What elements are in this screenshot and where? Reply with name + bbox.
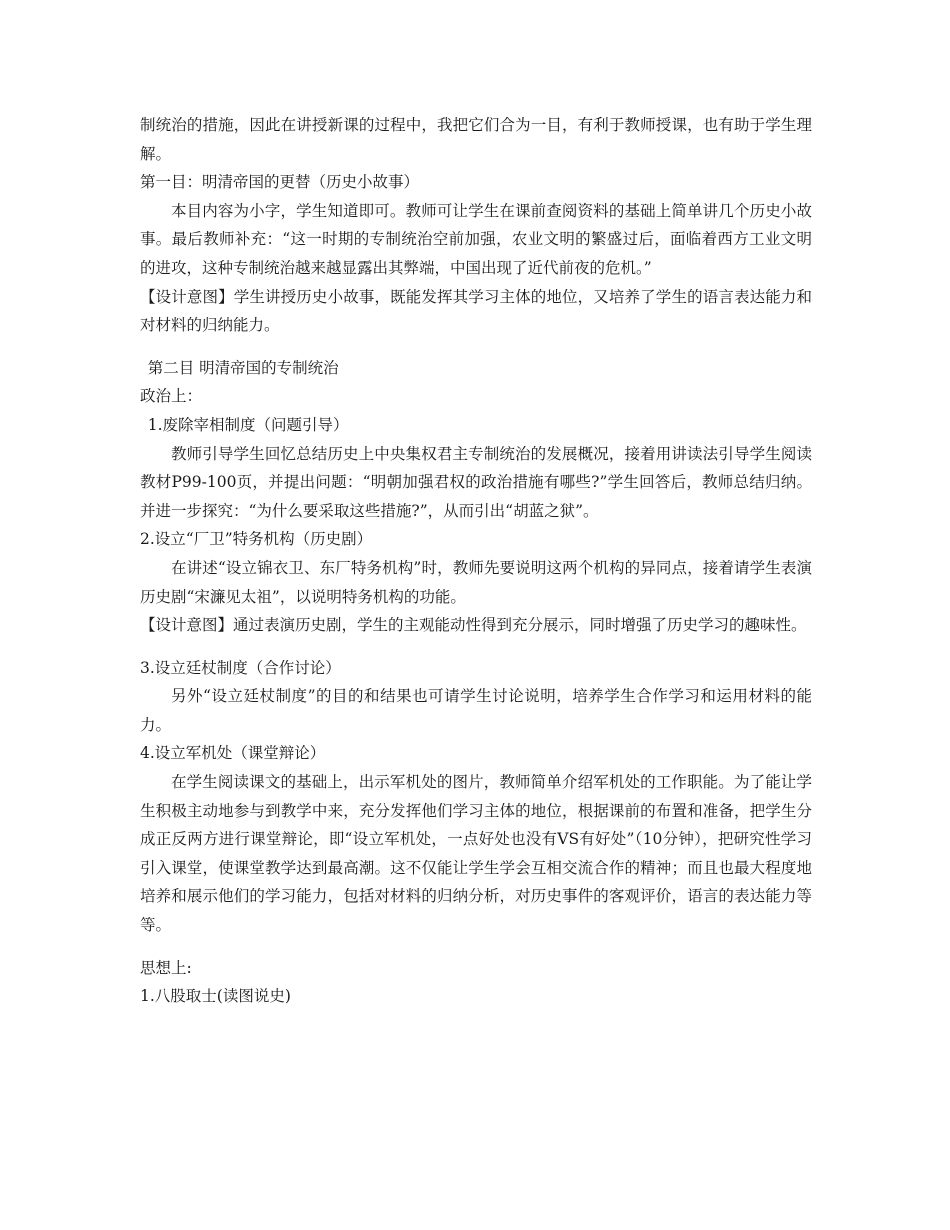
section-heading-2: 第二目 明清帝国的专制统治 (147, 358, 339, 377)
paragraph-item-1: 教师引导学生回忆总结历史上中央集权君主专制统治的发展概况，接着用讲读法引导学生阅读教材P99-100页，并提出问题：“明朝加强君权的政治措施有哪些?”学生回答后，教师总结归纳。并进一步探究：“为什么要采取这些措施?”，从而引出“胡蓝之狱”。 (140, 444, 812, 520)
document-body (140, 111, 812, 1011)
section-heading-1: 第一目：明清帝国的更替（历史小故事） (140, 173, 420, 192)
item-heading-1: 1.废除宰相制度（问题引导） (147, 415, 349, 434)
paragraph-section-1: 本目内容为小字，学生知道即可。教师可让学生在课前查阅资料的基础上简单讲几个历史小故事。最后教师补充：“这一时期的专制统治空前加强，农业文明的繁盛过后，面临着西方工业文明的进攻，这种专制统治越来越显露出其弊端，中国出现了近代前夜的危机。” (140, 201, 812, 277)
paragraph-item-2: 在讲述“设立锦衣卫、东厂特务机构”时，教师先要说明这两个机构的异同点，接着请学生表演历史剧“宋濂见太祖”，以说明特务机构的功能。 (140, 558, 812, 606)
item-heading-2: 2.设立“厂卫”特务机构（历史剧） (140, 530, 373, 549)
item-heading-thought-1: 1.八股取士(读图说史) (140, 987, 291, 1006)
design-intent-2: 【设计意图】通过表演历史剧，学生的主观能动性得到充分展示，同时增强了历史学习的趣味性。 (140, 616, 807, 635)
paragraph-item-3: 另外“设立廷杖制度”的目的和结果也可请学生讨论说明，培养学生合作学习和运用材料的能力。 (140, 687, 812, 734)
subheading-thought: 思想上: (140, 958, 192, 977)
item-heading-4: 4.设立军机处（课堂辩论） (140, 744, 326, 763)
paragraph-continuation: 制统治的措施，因此在讲授新课的过程中，我把它们合为一目，有利于教师授课，也有助于学生理解。 (140, 116, 812, 163)
paragraph-item-4: 在学生阅读课文的基础上，出示军机处的图片，教师简单介绍军机处的工作职能。为了能让学生积极主动地参与到教学中来，充分发挥他们学习主体的地位，根据课前的布置和准备，把学生分成正反两方进行课堂辩论，即“设立军机处，一点好处也没有VS有好处”（10分钟），把研究性学习引入课堂，使课堂教学达到最高潮。这不仅能让学生学会互相交流合作的精神；而且也最大程度地培养和展示他们的学习能力，包括对材料的归纳分析，对历史事件的客观评价，语言的表达能力等等。 (140, 773, 812, 935)
design-intent-1: 【设计意图】学生讲授历史小故事，既能发挥其学习主体的地位，又培养了学生的语言表达能力和对材料的归纳能力。 (140, 287, 812, 335)
item-heading-3: 3.设立廷杖制度（合作讨论） (140, 658, 341, 677)
subheading-politics: 政治上： (140, 387, 203, 406)
